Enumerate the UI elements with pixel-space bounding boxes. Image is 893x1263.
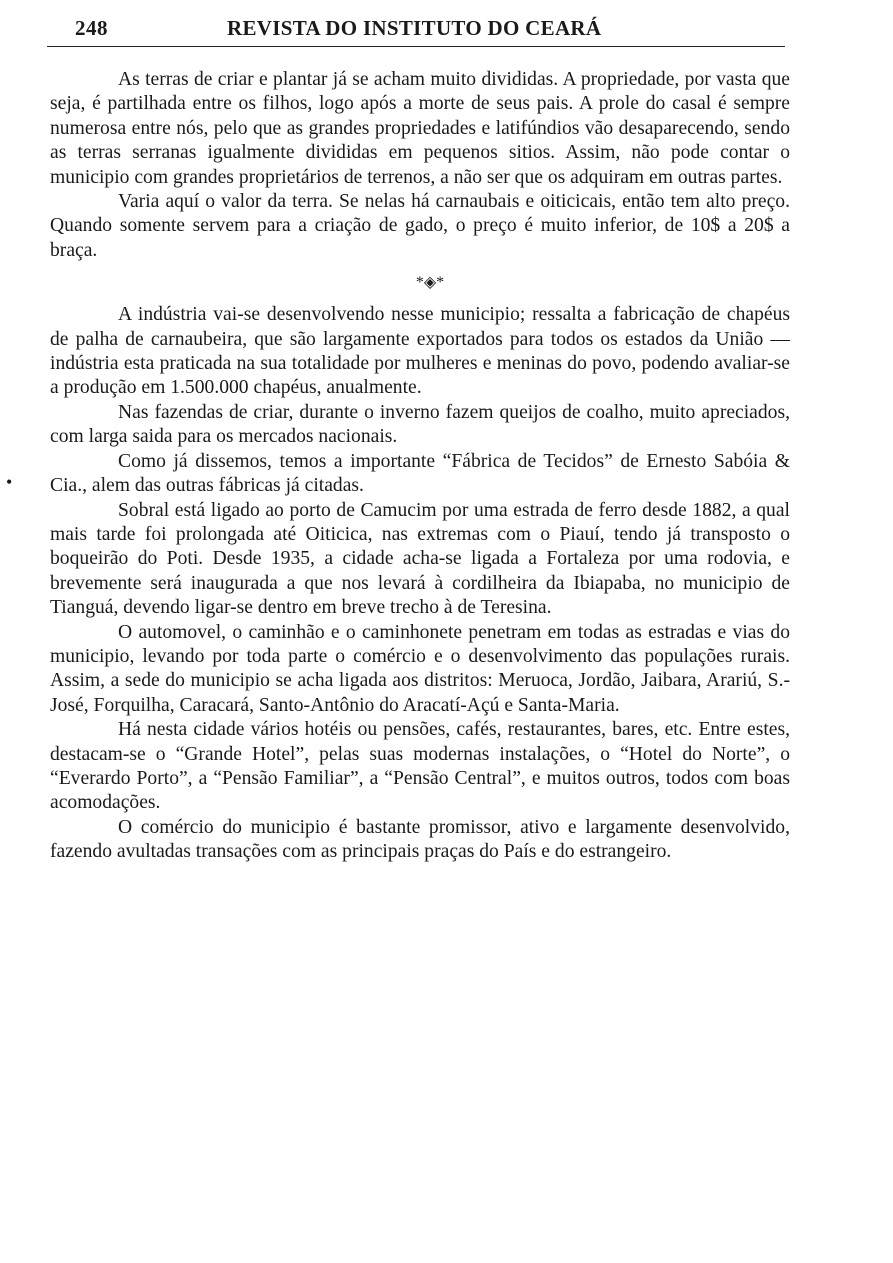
paragraph-cheese: Nas fazendas de criar, durante o inverno fazem queijos de coalho, muito apreciados, com larga saida para os mercados nacionais.	[50, 401, 790, 448]
paragraph-commerce: O comércio do municipio é bastante promissor, ativo e largamente desenvolvido, fazendo avultadas transações com as principais praças do País e do estrangeiro.	[50, 816, 790, 863]
paragraph-automobiles: O automovel, o caminhão e o caminhonete penetram em todas as estradas e vias do municipio, levando por toda parte o comércio e o desenvolvimento das populações rurais. Assim, a sede do municipio se acha ligada aos distritos: Meruoca, Jordão, Jaibara, Arariú, S.-José, Forquilha, Caracará, Santo-Antônio do Aracatí-Açú e Santa-Maria.	[50, 621, 790, 716]
margin-mark: •	[6, 472, 13, 492]
paragraph-hotels: Há nesta cidade vários hotéis ou pensões, cafés, restaurantes, bares, etc. Entre estes, destacam-se o “Grande Hotel”, pelas suas modernas instalações, o “Hotel do Norte”, o “Everardo Porto”, a “Pensão Familiar”, a “Pensão Central”, e muitos outros, todos com boas acomodações.	[50, 719, 790, 814]
paragraph-railway: Sobral está ligado ao porto de Camucim por uma estrada de ferro desde 1882, a qual mais tarde foi prolongada até Oiticica, nas extremas com o Piauí, tendo já transposto o boqueirão do Poti. Desde 1935, a cidade acha-se ligada a Fortaleza por uma rodovia, e brevemente será inaugurada a que nos levará à cordilheira da Ibiapaba, no municipio de Tianguá, devendo ligar-se dentro em breve trecho à de Teresina.	[50, 499, 790, 619]
paragraph-land-division: As terras de criar e plantar já se acham muito divididas. A propriedade, por vasta que seja, é partilhada entre os filhos, logo após a morte de seus pais. A prole do casal é sempre numerosa entre nós, pelo que as grandes propriedades e latifúndios vão desaparecendo, sendo as terras serranas igualmente divididas em pequenos sitios. Assim, não pode contar o municipio com grandes proprietários de terrenos, a não ser que os adquiram em outras partes.	[50, 69, 790, 188]
page-header	[47, 12, 785, 47]
running-head: REVISTA DO INSTITUTO DO CEARÁ	[227, 16, 602, 40]
section-ornament: *◈*	[415, 274, 445, 292]
body-text	[50, 68, 790, 865]
paragraph-land-value: Varia aquí o valor da terra. Se nelas há carnaubais e oiticicais, então tem alto preço. Quando somente servem para a criação de gado, o preço é muito inferior, de 10$ a 20$ a braça.	[50, 191, 790, 261]
page-number: 248	[75, 16, 108, 40]
paragraph-textile-factory: Como já dissemos, temos a importante “Fábrica de Tecidos” de Ernesto Sabóia & Cia., alem das outras fábricas já citadas.	[50, 450, 790, 497]
paragraph-industry: A indústria vai-se desenvolvendo nesse municipio; ressalta a fabricação de chapéus de palha de carnaubeira, que são largamente exportados para todos os estados da União — indústria esta praticada na sua totalidade por mulheres e meninas do povo, podendo avaliar-se a produção em 1.500.000 chapéus, anualmente.	[50, 304, 790, 399]
